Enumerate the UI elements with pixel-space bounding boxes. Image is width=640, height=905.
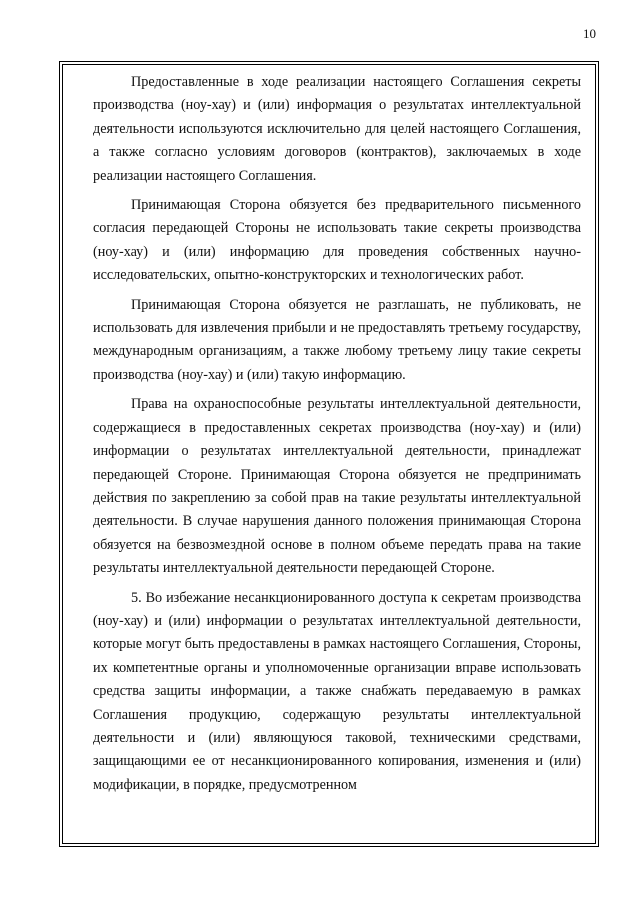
paragraph-protection-measures: 5. Во избежание несанкционированного доступа к секретам производства (ноу-хау) и (или) информации о результатах интеллектуальной деятельности, которые могут быть предоставлены в рамках настоящего Соглашения, Стороны, их компетентные органы и уполномоченные организации вправе использовать средства защиты информации, а также снабжать передаваемую в рамках Соглашения продукцию, содержащую результаты интеллектуальной деятельности и (или) являющуюся таковой, техническими средствами, защищающими ее от несанкционированного копирования, изменения и (или) модификации, в порядке, предусмотренном bbox=[93, 589, 581, 793]
paragraph-consent-requirement: Принимающая Сторона обязуется без предварительного письменного согласия передающей Стороны не использовать такие секреты производства (ноу-хау) и (или) информацию для проведения собственных научно-исследовательских, опытно-конструкторских и технологических работ. bbox=[93, 197, 581, 284]
document-frame bbox=[62, 64, 596, 844]
page-number: 10 bbox=[583, 26, 596, 41]
paragraph-know-how-usage: Предоставленные в ходе реализации настоящего Соглашения секреты производства (ноу-хау) и (или) информация о результатах интеллектуальной деятельности используются исключительно для целей настоящего Соглашения, а также согласно условиям договоров (контрактов), заключаемых в ходе реализации настоящего Соглашения. bbox=[93, 74, 581, 184]
paragraph-ip-rights: Права на охраноспособные результаты интеллектуальной деятельности, содержащиеся в предоставленных секретах производства (ноу-хау) и (или) информации о результатах интеллектуальной деятельности, принадлежат передающей Стороне. Принимающая Сторона обязуется не предпринимать действия по закреплению за собой прав на такие результаты интеллектуальной деятельности. В случае нарушения данного положения принимающая Сторона обязуется на безвозмездной основе в полном объеме передать права на такие результаты интеллектуальной деятельности передающей Стороне. bbox=[93, 396, 581, 577]
paragraph-non-disclosure: Принимающая Сторона обязуется не разглашать, не публиковать, не использовать для извлечения прибыли и не предоставлять третьему государству, международным организациям, а также любому третьему лицу такие секреты производства (ноу-хау) и (или) такую информацию. bbox=[93, 296, 581, 383]
